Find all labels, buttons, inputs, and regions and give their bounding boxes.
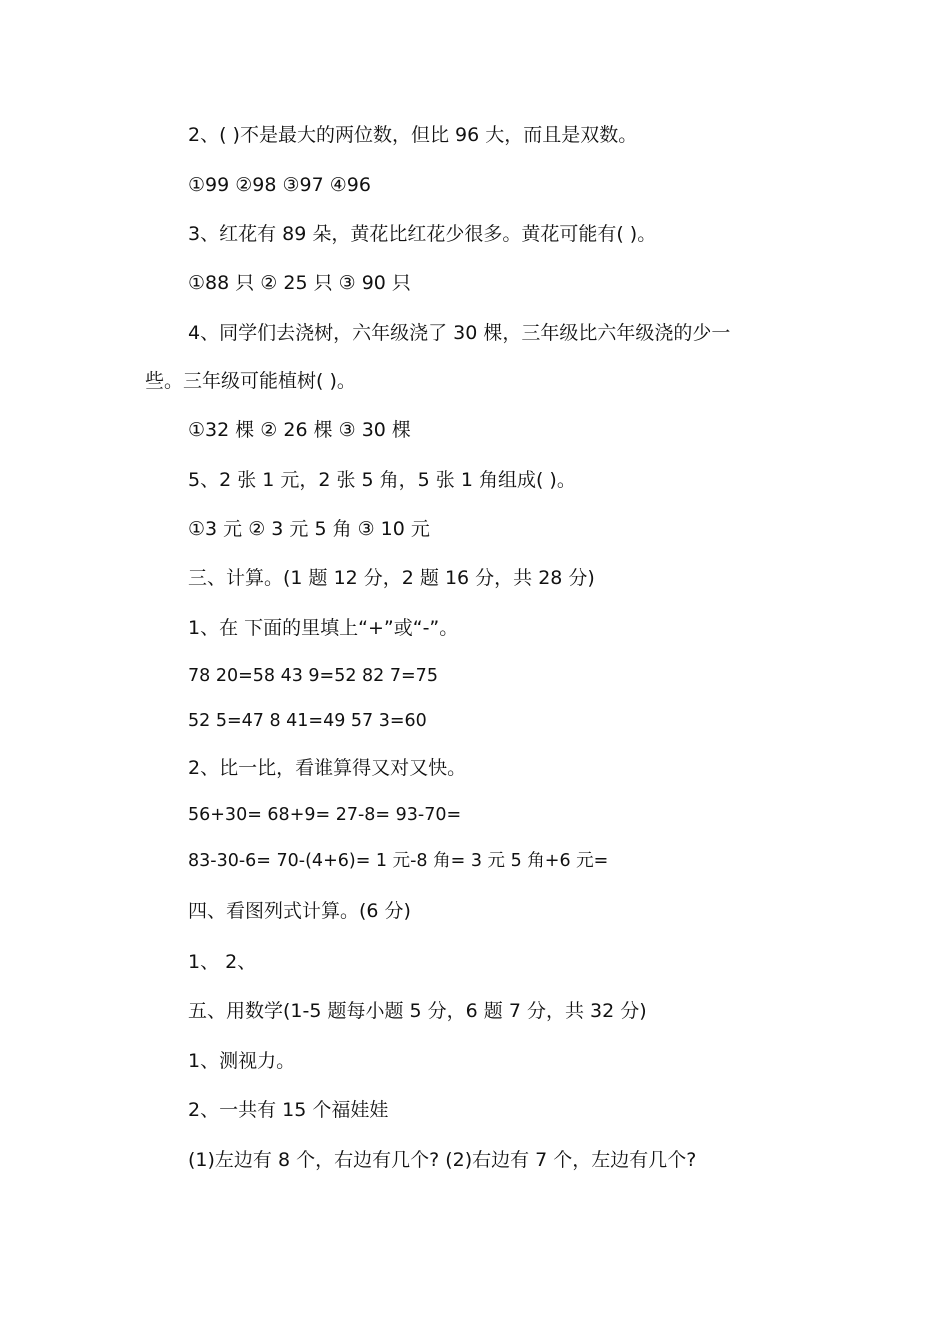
question-4-text: 4、同学们去浇树，六年级浇了 30 棵，三年级比六年级浇的少一: [188, 322, 731, 344]
question-5-options: ①3 元 ② 3 元 5 角 ③ 10 元: [188, 518, 430, 540]
section-5-question-2-parts: (1)左边有 8 个，右边有几个? (2)右边有 7 个，左边有几个?: [188, 1149, 697, 1171]
equation-row-2: 52 5=47 8 41=49 57 3=60: [188, 711, 427, 731]
section-3-heading: 三、计算。(1 题 12 分，2 题 16 分，共 28 分): [188, 567, 595, 589]
equation-row-1: 78 20=58 43 9=52 82 7=75: [188, 666, 438, 686]
question-2-text: 2、( )不是最大的两位数，但比 96 大，而且是双数。: [188, 124, 638, 146]
question-5-text: 5、2 张 1 元，2 张 5 角，5 张 1 角组成( )。: [188, 469, 576, 491]
section-5-question-2: 2、一共有 15 个福娃娃: [188, 1099, 389, 1121]
section-4-items: 1、 2、: [188, 951, 257, 973]
question-4-options: ①32 棵 ② 26 棵 ③ 30 棵: [188, 419, 411, 441]
section-3-question-1: 1、在 下面的里填上“+”或“-”。: [188, 617, 459, 639]
calculation-row-2: 83-30-6= 70-(4+6)= 1 元-8 角= 3 元 5 角+6 元=: [188, 851, 609, 871]
section-4-heading: 四、看图列式计算。(6 分): [188, 900, 411, 922]
calculation-row-1: 56+30= 68+9= 27-8= 93-70=: [188, 805, 462, 825]
question-2-options: ①99 ②98 ③97 ④96: [188, 174, 371, 196]
question-4-text-continued: 些。三年级可能植树( )。: [145, 370, 356, 392]
section-5-heading: 五、用数学(1-5 题每小题 5 分，6 题 7 分，共 32 分): [188, 1000, 647, 1022]
section-5-question-1: 1、测视力。: [188, 1050, 296, 1072]
question-3-text: 3、红花有 89 朵，黄花比红花少很多。黄花可能有( )。: [188, 223, 657, 245]
section-3-question-2: 2、比一比，看谁算得又对又快。: [188, 757, 467, 779]
question-3-options: ①88 只 ② 25 只 ③ 90 只: [188, 272, 411, 294]
